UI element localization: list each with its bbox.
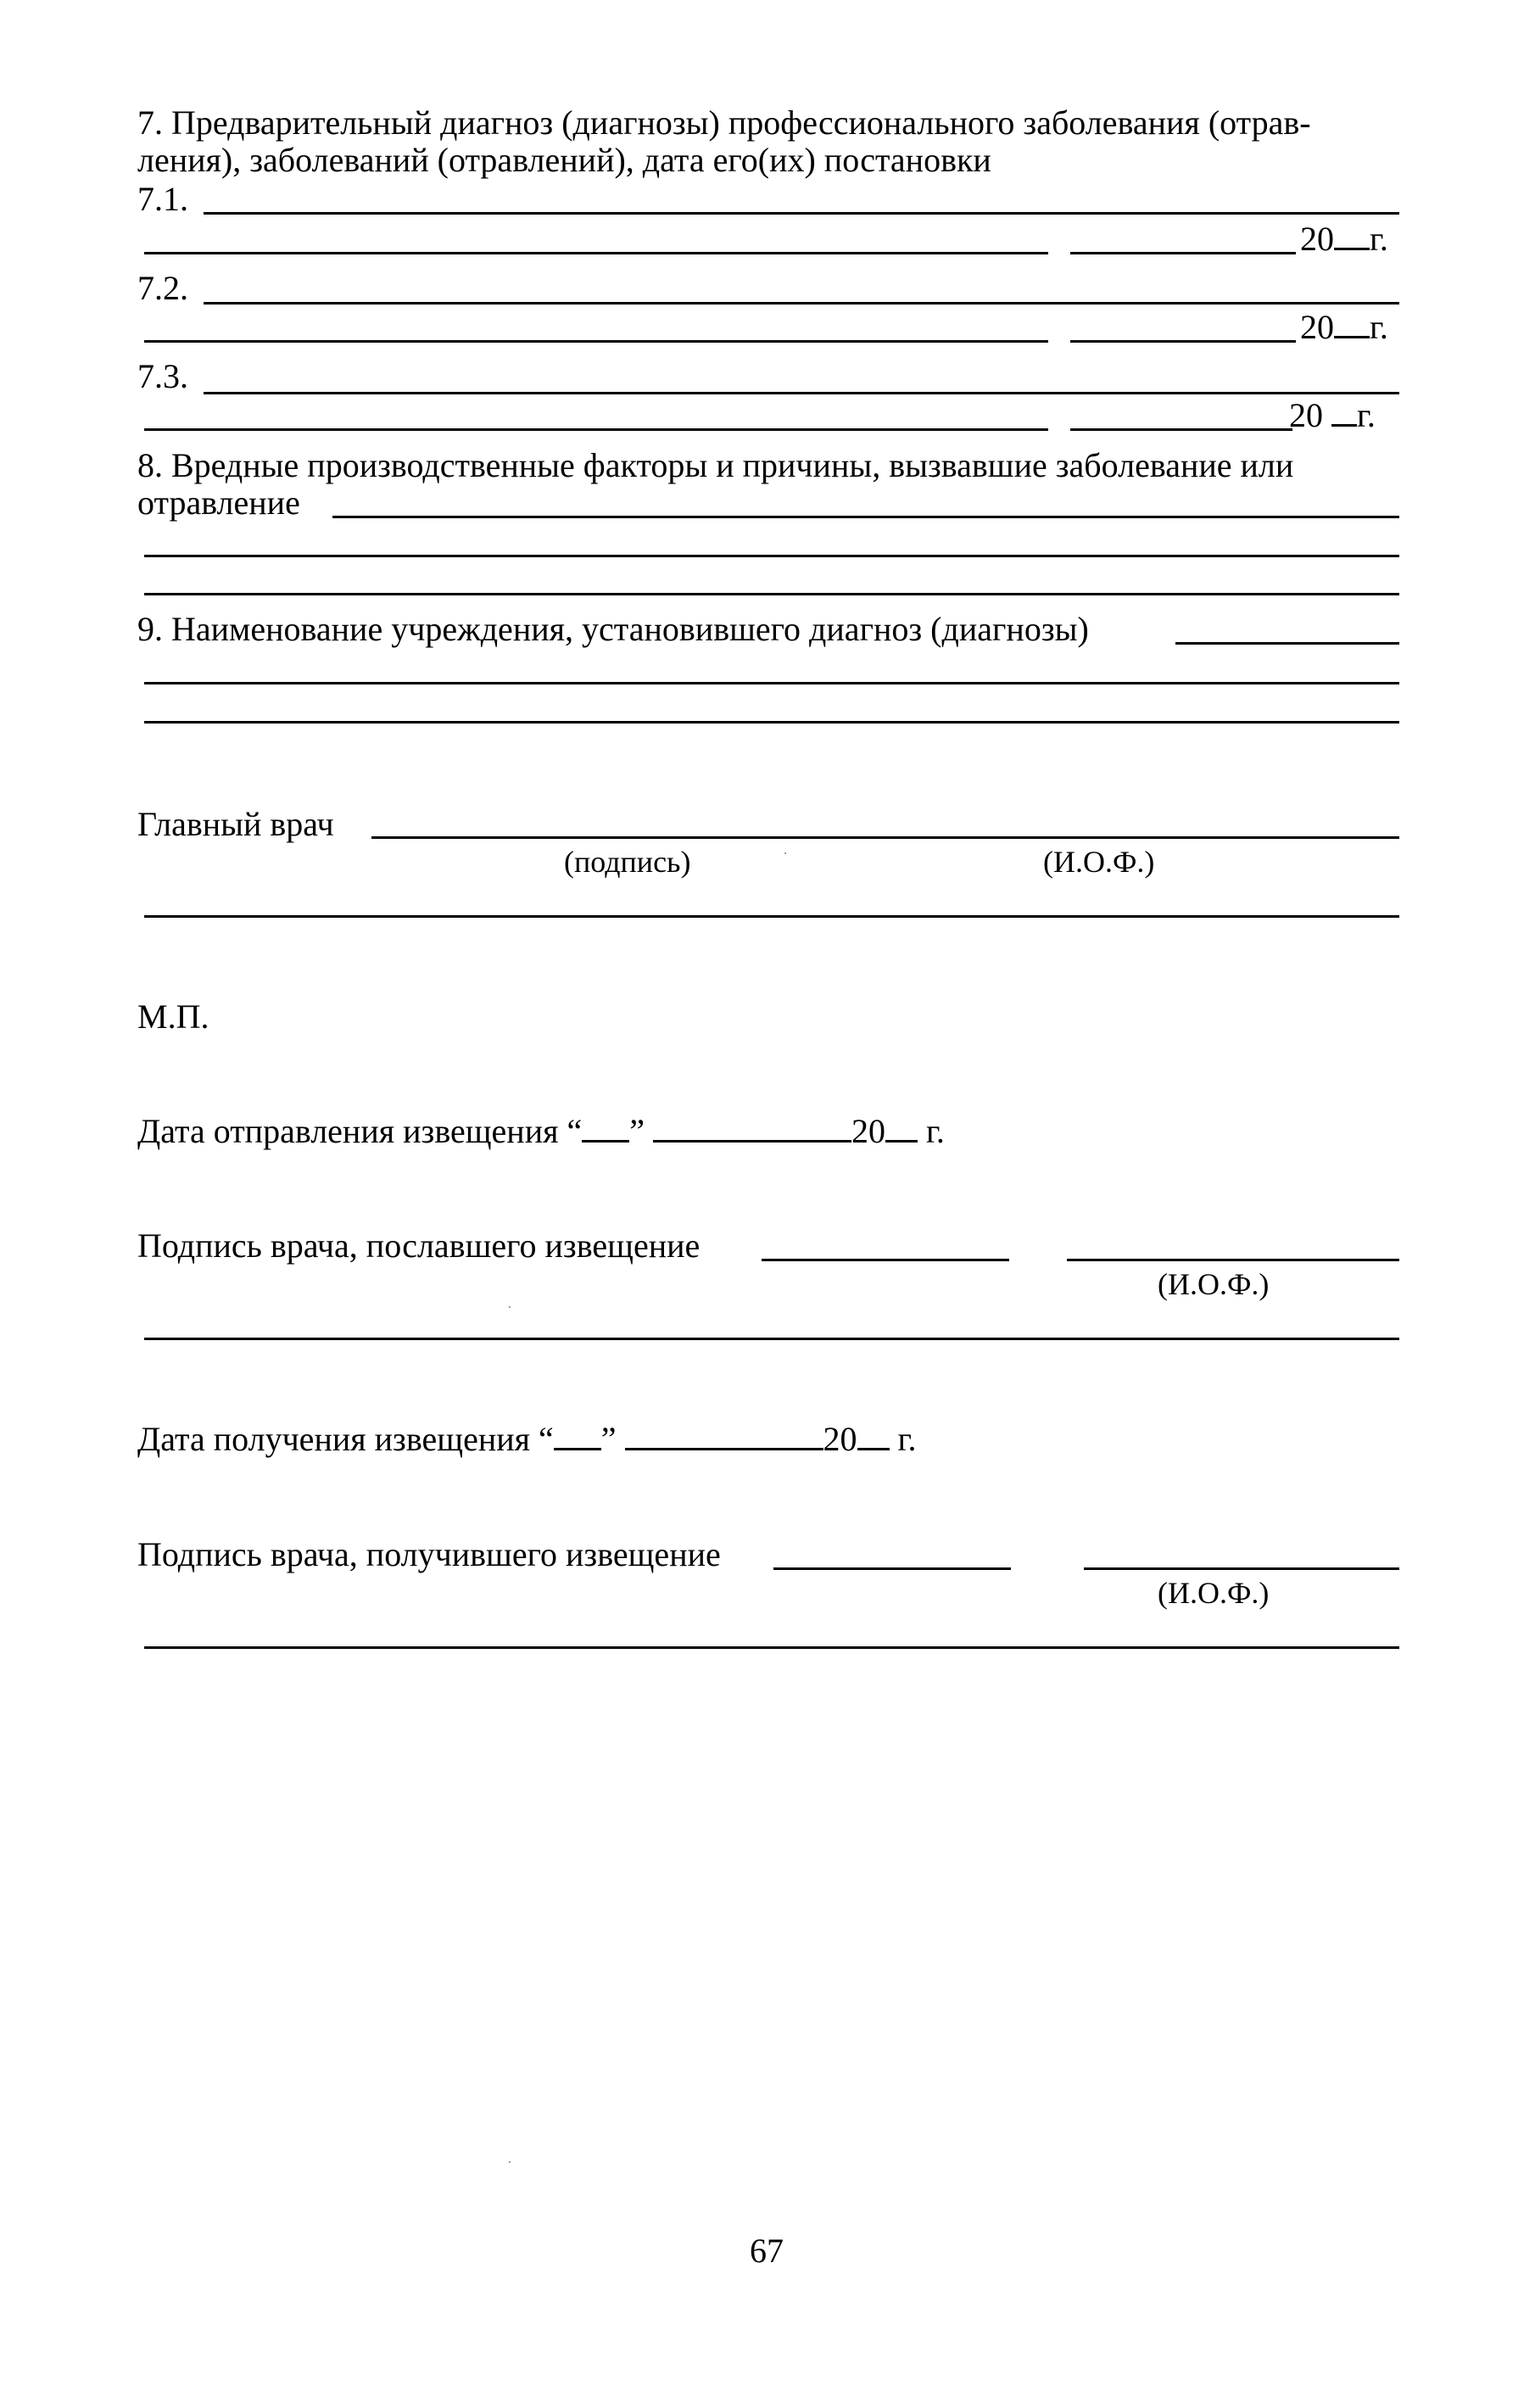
chief-extra-field[interactable] bbox=[144, 915, 1399, 918]
item-7-2-date-field[interactable] bbox=[1070, 340, 1296, 343]
section9-field-2[interactable] bbox=[144, 682, 1399, 684]
year-suffix: г. bbox=[1357, 396, 1376, 434]
section8-field-1[interactable] bbox=[332, 516, 1399, 518]
year-prefix: 20 bbox=[1300, 308, 1334, 346]
section9-field-3[interactable] bbox=[144, 721, 1399, 724]
chief-signature-field[interactable] bbox=[371, 836, 1399, 839]
sent-date-label: Дата отправления извещения “ bbox=[137, 1112, 583, 1150]
chief-name-caption: (И.О.Ф.) bbox=[1043, 845, 1155, 879]
received-month-field[interactable] bbox=[625, 1422, 823, 1450]
item-7-2-diagnosis-field[interactable] bbox=[204, 302, 1399, 304]
section8-title-line2: отравление bbox=[137, 483, 300, 522]
item-7-2-diagnosis-field-2[interactable] bbox=[144, 340, 1048, 343]
section9-title: 9. Наименование учреждения, установившего диагноз (диагнозы) bbox=[137, 610, 1089, 648]
item-7-3-date-field[interactable] bbox=[1070, 428, 1292, 431]
year-blank[interactable] bbox=[1334, 222, 1370, 250]
received-year-prefix: 20 bbox=[823, 1420, 857, 1458]
year-blank[interactable] bbox=[1334, 310, 1370, 338]
sender-signature-field[interactable] bbox=[762, 1259, 1009, 1261]
stamp-label: М.П. bbox=[137, 997, 209, 1036]
sent-year-prefix: 20 bbox=[851, 1112, 886, 1150]
sender-extra-field[interactable] bbox=[144, 1338, 1399, 1340]
item-7-1-number: 7.1. bbox=[137, 180, 188, 218]
receiver-name-field[interactable] bbox=[1084, 1567, 1399, 1570]
section8-title-line1: 8. Вредные производственные факторы и причины, вызвавшие заболевание или bbox=[137, 446, 1294, 484]
sender-label: Подпись врача, пославшего извещение bbox=[137, 1226, 701, 1265]
received-year-suffix: г. bbox=[897, 1420, 917, 1458]
sent-year-field[interactable] bbox=[885, 1115, 918, 1143]
received-year-field[interactable] bbox=[857, 1422, 890, 1450]
sender-name-caption: (И.О.Ф.) bbox=[1158, 1267, 1270, 1301]
received-quote-close: ” bbox=[600, 1420, 617, 1458]
item-7-3-year bbox=[1289, 397, 1376, 434]
item-7-2-number: 7.2. bbox=[137, 269, 188, 307]
scan-speck bbox=[784, 852, 786, 854]
item-7-3-diagnosis-field[interactable] bbox=[204, 392, 1399, 394]
received-date-label: Дата получения извещения “ bbox=[137, 1420, 554, 1458]
item-7-2-year bbox=[1300, 309, 1388, 346]
item-7-1-date-field[interactable] bbox=[1070, 252, 1296, 254]
chief-label: Главный врач bbox=[137, 805, 334, 843]
sent-month-field[interactable] bbox=[653, 1115, 851, 1143]
sender-name-field[interactable] bbox=[1067, 1259, 1399, 1261]
sent-year-suffix: г. bbox=[926, 1112, 945, 1150]
item-7-1-year bbox=[1300, 221, 1388, 258]
year-blank[interactable] bbox=[1331, 399, 1357, 427]
section7-title-line2: ления), заболеваний (отравлений), дата его(их) постановки bbox=[137, 141, 991, 179]
year-prefix: 20 bbox=[1289, 396, 1323, 434]
sent-day-field[interactable] bbox=[582, 1115, 629, 1143]
section8-field-3[interactable] bbox=[144, 593, 1399, 595]
section9-field-1[interactable] bbox=[1175, 642, 1399, 645]
receiver-extra-field[interactable] bbox=[144, 1646, 1399, 1649]
year-prefix: 20 bbox=[1300, 220, 1334, 258]
scan-speck bbox=[509, 2161, 511, 2163]
item-7-3-number: 7.3. bbox=[137, 357, 188, 395]
item-7-1-diagnosis-field[interactable] bbox=[204, 212, 1399, 215]
year-suffix: г. bbox=[1370, 220, 1388, 258]
year-suffix: г. bbox=[1370, 308, 1388, 346]
chief-sign-caption: (подпись) bbox=[564, 845, 691, 879]
sent-quote-close: ” bbox=[629, 1112, 645, 1150]
receiver-label: Подпись врача, получившего извещение bbox=[137, 1535, 721, 1573]
page-number: 67 bbox=[750, 2232, 784, 2270]
received-day-field[interactable] bbox=[554, 1422, 601, 1450]
section8-field-2[interactable] bbox=[144, 555, 1399, 557]
sent-date bbox=[137, 1113, 945, 1150]
item-7-1-diagnosis-field-2[interactable] bbox=[144, 252, 1048, 254]
receiver-name-caption: (И.О.Ф.) bbox=[1158, 1576, 1270, 1610]
scan-speck bbox=[509, 1306, 511, 1308]
received-date bbox=[137, 1421, 916, 1458]
section7-title-line1: 7. Предварительный диагноз (диагнозы) профессионального заболевания (отрав- bbox=[137, 103, 1311, 142]
receiver-signature-field[interactable] bbox=[773, 1567, 1011, 1570]
item-7-3-diagnosis-field-2[interactable] bbox=[144, 428, 1048, 431]
